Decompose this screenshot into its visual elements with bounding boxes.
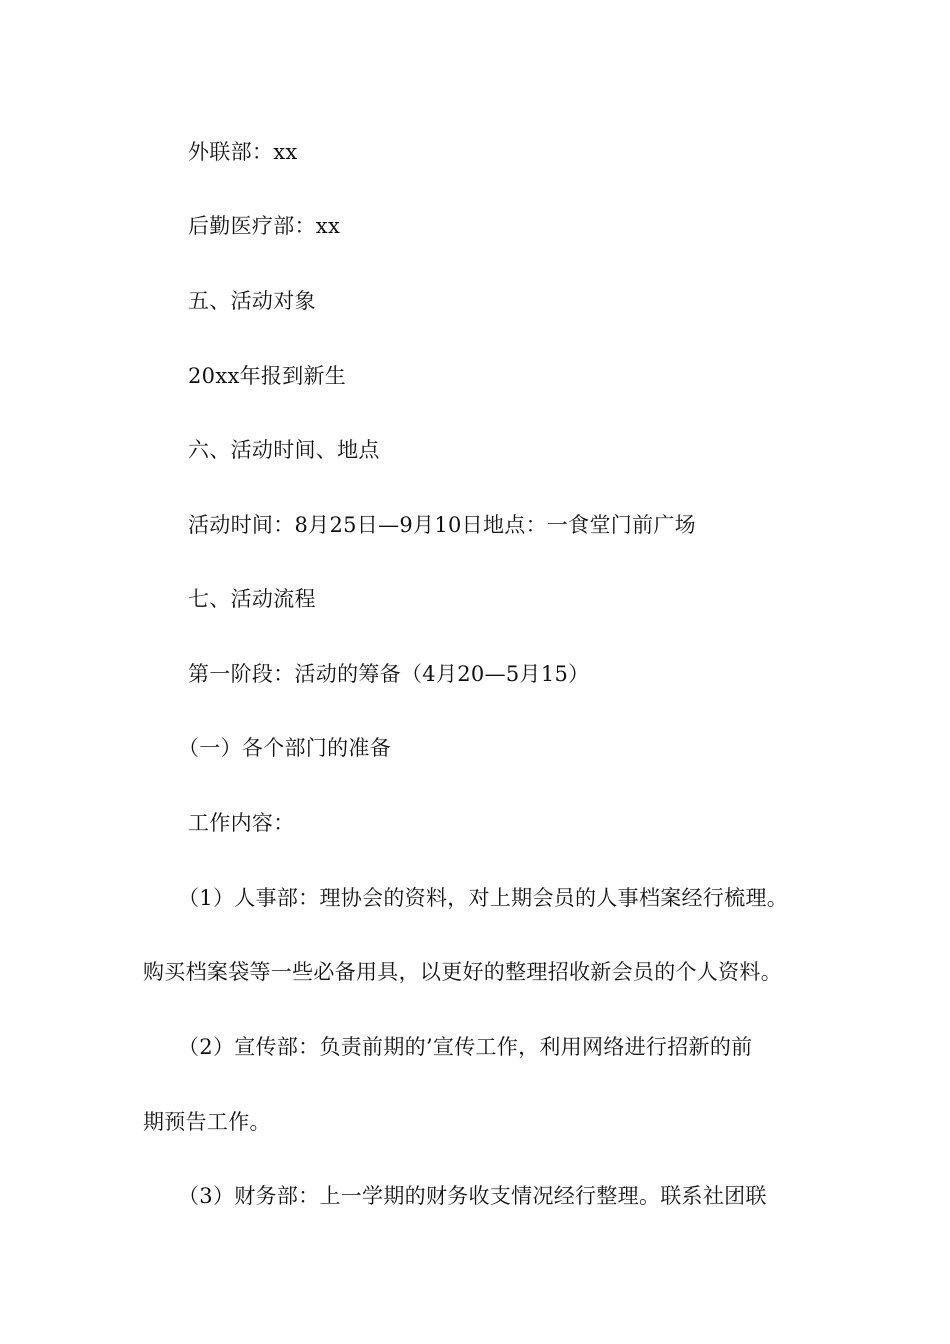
heading-activity-process: 七、活动流程 — [188, 587, 316, 611]
paragraph-finance-dept: （3）财务部：上一学期的财务收支情况经行整理。联系社团联 — [178, 1184, 767, 1208]
heading-time-place: 六、活动时间、地点 — [188, 438, 380, 462]
paragraph-work-content: 工作内容： — [188, 811, 295, 835]
paragraph-hr-dept-continued: 购买档案袋等一些必备用具，以更好的整理招收新会员的个人资料。 — [143, 960, 782, 984]
heading-activity-target: 五、活动对象 — [188, 289, 316, 313]
paragraph-logistics-dept: 后勤医疗部：xx — [188, 214, 341, 238]
paragraph-target-students: 20xx年报到新生 — [188, 364, 347, 388]
paragraph-publicity-dept-continued: 期预告工作。 — [143, 1110, 271, 1134]
paragraph-waillian-dept: 外联部：xx — [188, 140, 298, 164]
paragraph-time-place: 活动时间：8月25日—9月10日地点：一食堂门前广场 — [188, 513, 696, 537]
paragraph-hr-dept: （1）人事部：理协会的资料，对上期会员的人事档案经行梳理。 — [178, 886, 789, 910]
paragraph-publicity-dept: （2）宣传部：负责前期的’宣传工作，利用网络进行招新的前 — [178, 1035, 753, 1059]
heading-dept-preparation: （一）各个部门的准备 — [178, 736, 391, 760]
paragraph-stage-one: 第一阶段：活动的筹备（4月20—5月15） — [188, 662, 590, 686]
